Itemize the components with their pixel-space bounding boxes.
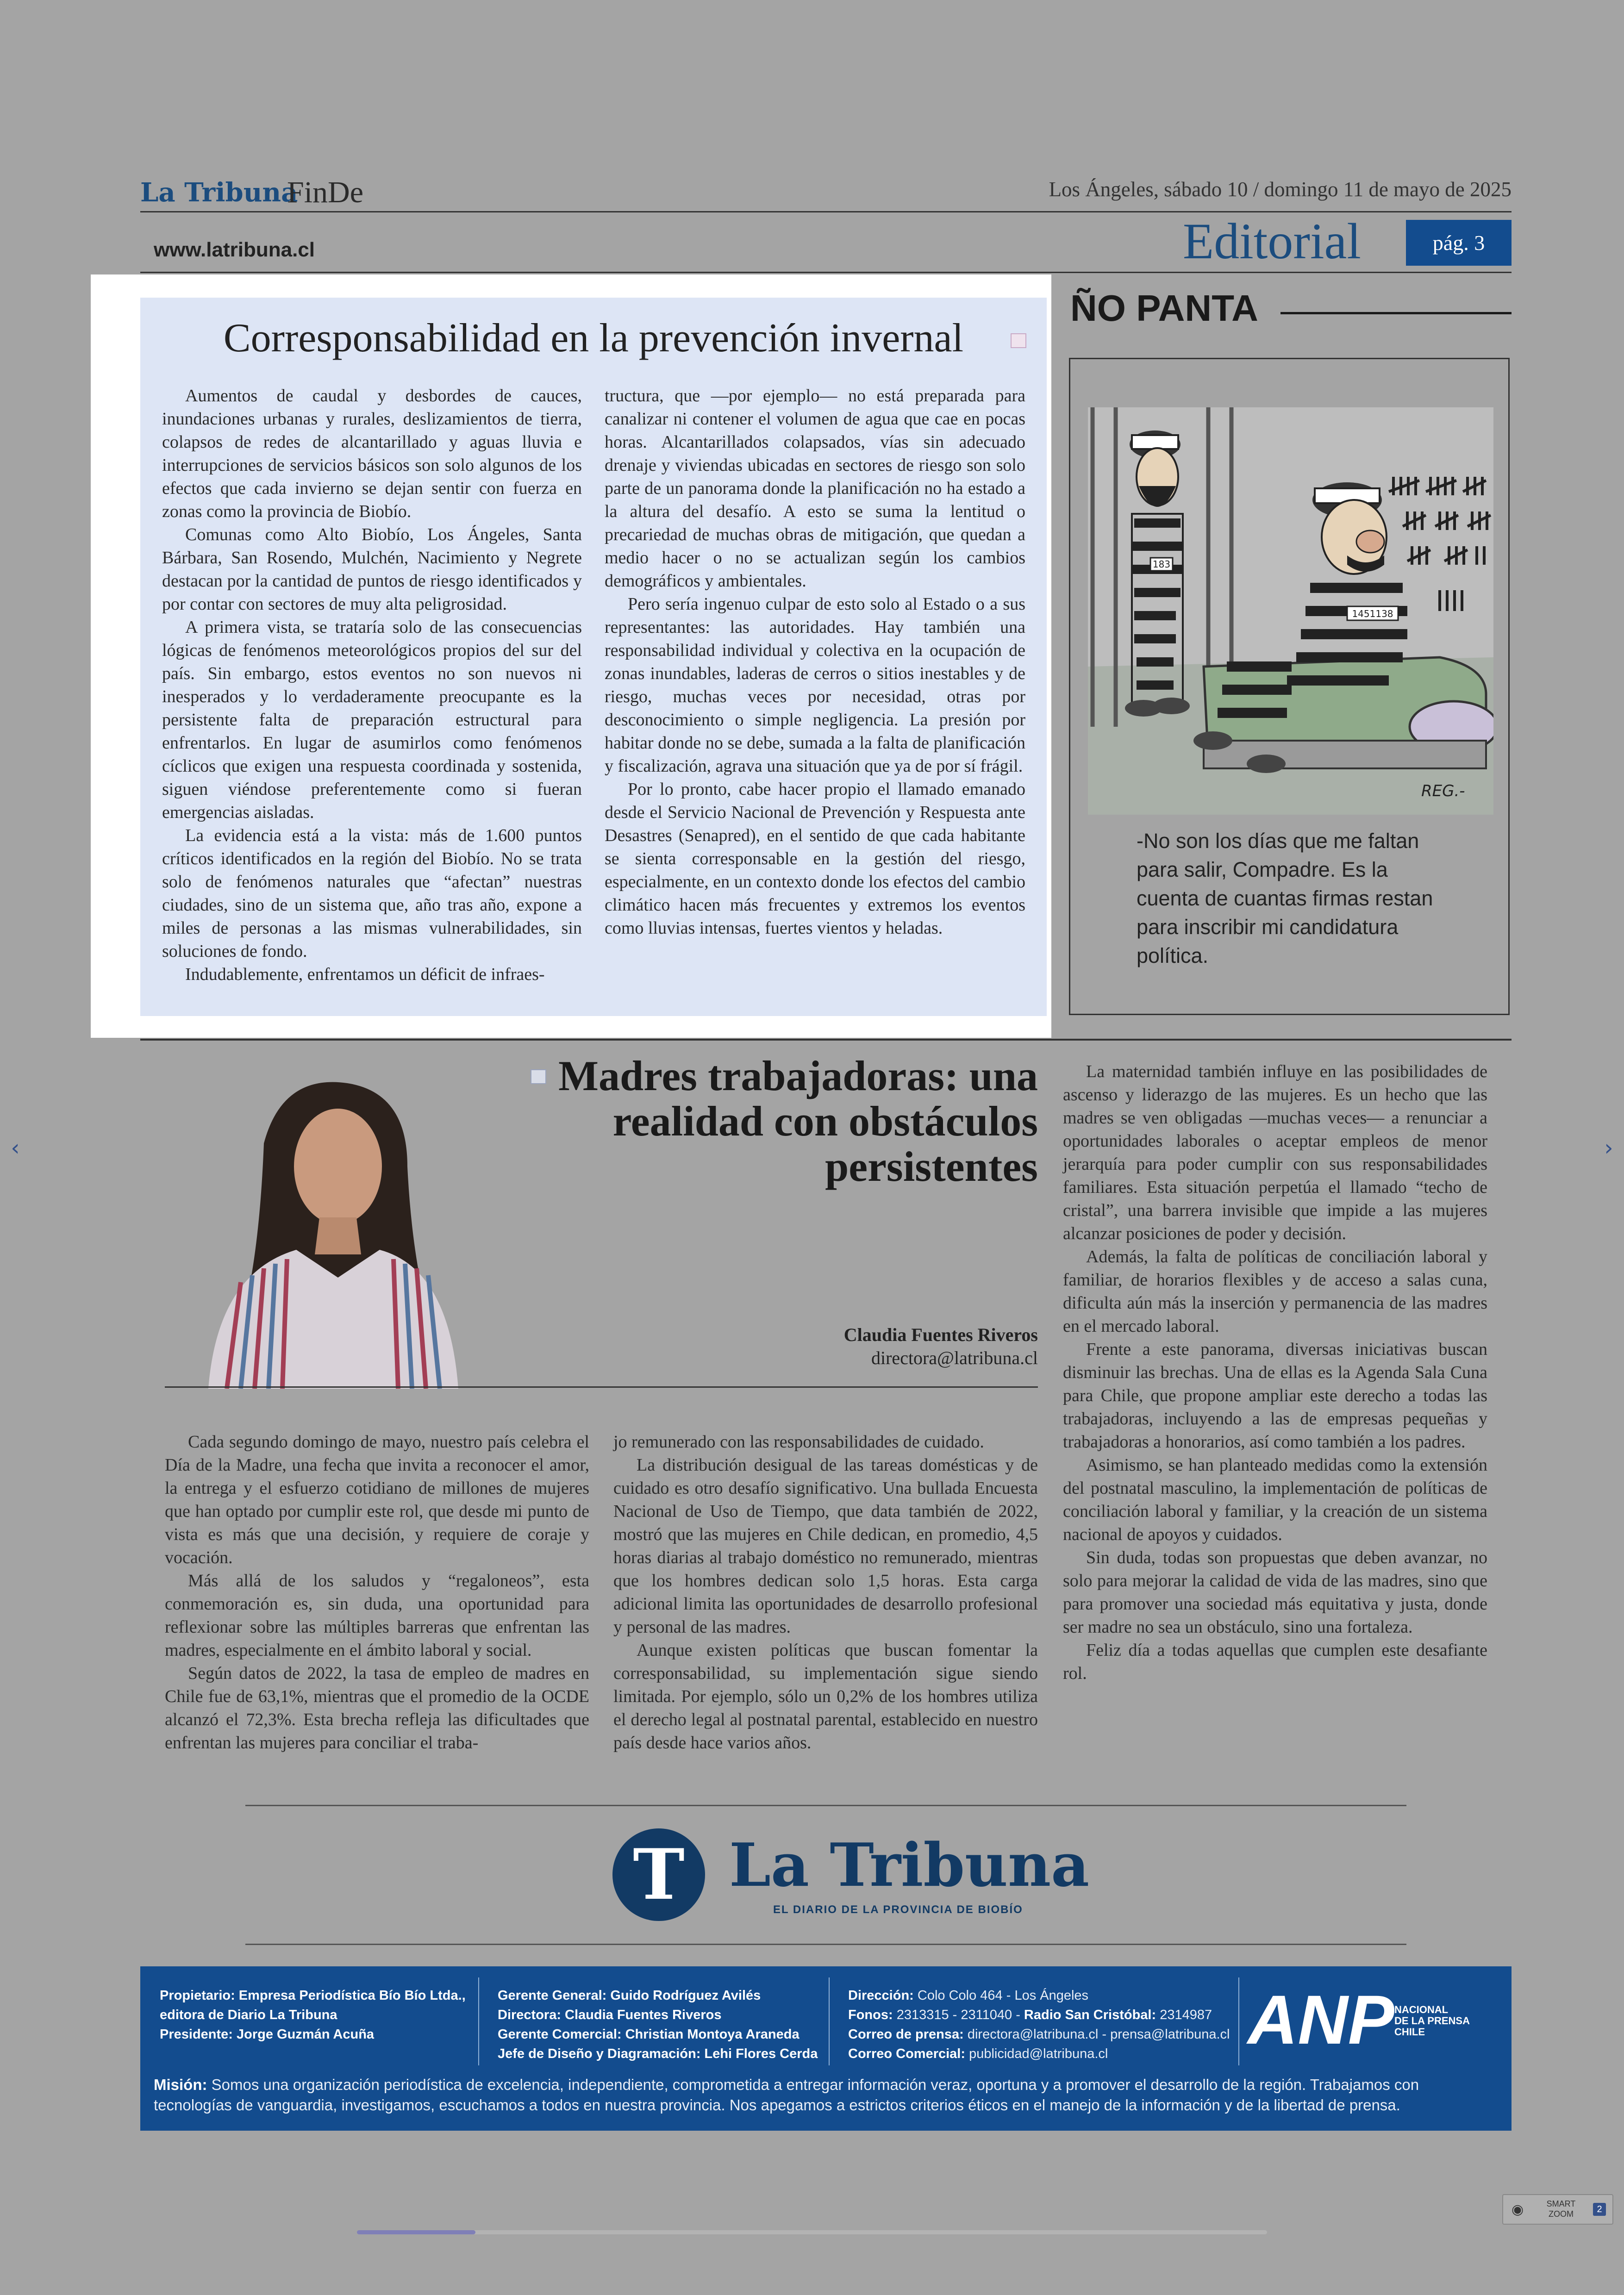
prev-page-button[interactable] — [5, 1135, 26, 1161]
column-text-1 — [165, 1430, 589, 1754]
footer-contact-label: Correo de prensa: — [848, 2027, 964, 2042]
section-tag: FinDe — [287, 175, 363, 209]
footer-contact-label: Dirección: — [848, 1988, 914, 2003]
footer-contact-value[interactable]: publicidad@latribuna.cl — [969, 2046, 1108, 2061]
paragraph: La maternidad también influye en las posibilidades de ascenso y liderazgo de las mujeres. Es un hecho que las madres se ven obligadas —muchas veces— a renunciar a oportunidades laborales o aceptar empleos de menor jerarquía para poder cumplir con sus responsabilidades familiares. Esta situación perpetúa el llamado “techo de cristal”, una barrera invisible que impide a las mujeres alcanzar posiciones de poder y decisión. — [1063, 1062, 1487, 1243]
paragraph: Según datos de 2022, la tasa de empleo de madres en Chile fue de 63,1%, mientras que el promedio de la OCDE alcanzó el 72,3%. Esta brecha refleja las dificultades que enfrentan las mujeres para conciliar el traba- — [165, 1664, 589, 1752]
masthead-rule-bottom — [245, 1944, 1406, 1945]
footer-mission-label: Misión: — [154, 2076, 207, 2093]
masthead-rule-top — [245, 1805, 1406, 1806]
footer-contact-line — [848, 1986, 1230, 2005]
eye-icon: ◉ — [1512, 2201, 1524, 2218]
footer-owner — [160, 1986, 466, 2044]
section-title: Editorial — [1183, 213, 1361, 269]
prisoner-number-small: 183 — [1152, 559, 1171, 570]
paragraph: Indudablemente, enfrentamos un déficit de infraes- — [185, 965, 545, 984]
chevron-right-icon: › — [1604, 1135, 1613, 1161]
cartoon-signature: REG.- — [1421, 782, 1465, 800]
page-scrollbar-track[interactable] — [357, 2230, 1267, 2234]
footer-owner-line: Propietario: Empresa Periodística Bío Bío Ltda., — [160, 1988, 466, 2003]
footer-owner-line: editora de Diario La Tribuna — [160, 2008, 337, 2022]
footer-contact-label: Fonos: — [848, 2008, 893, 2022]
paragraph: Pero sería ingenuo culpar de esto solo al Estado o a sus representantes: las autoridades. Hay también una responsabilidad individual y colectiva en la ocupación de zonas inundables, laderas de cerros o sitios inestables y de riesgo, muchas veces por necesidad, otras por desconocimiento o simple negligencia. La presión por habitar donde no se debe, sumada a la falta de planificación y fiscalización, agrava una situación que ya de por sí frágil. — [605, 594, 1025, 776]
anp-text — [1394, 2004, 1470, 2038]
footer-contact-label: Correo Comercial: — [848, 2046, 966, 2061]
author-photo — [190, 1065, 468, 1389]
column-author: Claudia Fuentes Riveros — [843, 1324, 1038, 1345]
author-face — [294, 1109, 382, 1224]
footer-staff-line: Jefe de Diseño y Diagramación: Lehi Flores Cerda — [498, 2046, 818, 2061]
footer-contact-line — [848, 2005, 1230, 2025]
paragraph: tructura, que —por ejemplo— no está preparada para canalizar ni contener el volumen de agua que cae en pocas horas. Alcantarillados colapsados, vías sin adecuado drenaje y viviendas ubicadas en sectores de riesgo son solo parte de un panorama donde la planificación no ha estado a la altura del desafío. A esto se suma la lentitud o precariedad de muchas obras de mitigación, que quedan a medio hacer o no se actualizan según los cambios demográficos y ambientales. — [605, 386, 1025, 591]
masthead-name: La Tribuna — [729, 1831, 1090, 1900]
footer-staff-line: Gerente Comercial: Christian Montoya Araneda — [498, 2027, 800, 2042]
author-rule — [165, 1386, 1038, 1388]
paragraph: Aunque existen políticas que buscan fomentar la corresponsabilidad, su implementación sigue siendo limitada. Por ejemplo, sólo un 0,2% de los hombres utiliza el derecho legal al postnatal parental, establecido en nuestro país desde hace varios años. — [613, 1640, 1038, 1752]
section-rule — [140, 272, 1512, 273]
website: www.latribuna.cl — [154, 238, 315, 261]
section-divider — [140, 1039, 1512, 1041]
cartoon-header-rule — [1280, 312, 1512, 314]
column-text-3 — [1063, 1060, 1487, 1685]
masthead-tagline: EL DIARIO DE LA PROVINCIA DE BIOBÍO — [773, 1903, 1023, 1916]
next-page-button[interactable] — [1598, 1135, 1619, 1161]
editorial-column-2 — [605, 384, 1025, 940]
page-scrollbar-thumb[interactable] — [357, 2230, 475, 2234]
brand-logo: La Tribuna — [140, 177, 298, 208]
footer-divider-3 — [1238, 1977, 1239, 2065]
anp-text-line: DE LA PRENSA — [1394, 2015, 1470, 2027]
paragraph: Además, la falta de políticas de conciliación laboral y familiar, de horarios flexibles y de acceso a salas cuna, dificulta aún más la inserción y permanencia de las madres en el mercado laboral. — [1063, 1247, 1487, 1336]
editorial-title: Corresponsabilidad en la prevención invernal — [223, 316, 964, 361]
paragraph: Frente a este panorama, diversas iniciativas buscan disminuir las brechas. Una de ellas es la Agenda Sala Cuna para Chile, que propone ampliar este derecho a todas las trabajadoras, incluyendo a las de empresas pequeñas y trabajadoras a honorarios, así como también a los padres. — [1063, 1340, 1487, 1452]
footer-staff-line: Directora: Claudia Fuentes Riveros — [498, 2008, 722, 2022]
footer-contact-value: Colo Colo 464 - Los Ángeles — [917, 1988, 1089, 2003]
footer-divider-2 — [829, 1977, 830, 2065]
footer-mission — [154, 2075, 1501, 2115]
masthead-logo-circle — [612, 1828, 705, 1921]
paragraph: Feliz día a todas aquellas que cumplen este desafiante rol. — [1063, 1640, 1487, 1683]
footer-contact-value: 2314987 — [1160, 2008, 1212, 2022]
footer-staff — [498, 1986, 818, 2064]
dateline: Los Ángeles, sábado 10 / domingo 11 de mayo de 2025 — [1049, 178, 1512, 201]
anp-text-line: NACIONAL — [1394, 2004, 1449, 2015]
footer-contact-label: Radio San Cristóbal: — [1024, 2008, 1156, 2022]
paragraph: Sin duda, todas son propuestas que deben avanzar, no solo para mejorar la calidad de vida de las madres, sino que para promover una sociedad más equitativa y justa, donde ser madre no sea un obstáculo, sino una fortaleza. — [1063, 1548, 1487, 1637]
smart-zoom-control[interactable] — [1502, 2194, 1613, 2225]
cartoon-image — [1088, 407, 1493, 815]
anp-text-line: CHILE — [1394, 2026, 1425, 2038]
page-badge — [1406, 220, 1512, 266]
footer-staff-line: Gerente General: Guido Rodríguez Avilés — [498, 1988, 761, 2003]
anp-logo: ANP — [1248, 1981, 1394, 2058]
chevron-left-icon: ‹ — [11, 1135, 20, 1161]
editorial-column-1 — [162, 384, 582, 986]
footer-divider-1 — [478, 1977, 479, 2065]
footer-contact-value[interactable]: directora@latribuna.cl - prensa@latribuna.cl — [967, 2027, 1230, 2042]
paragraph: jo remunerado con las responsabilidades de cuidado. — [613, 1432, 984, 1452]
paragraph: A primera vista, se trataría solo de las consecuencias lógicas de fenómenos meteorológicos propios del sur del país. Sin embargo, estos eventos no son nuevos ni inesperados y lo verdaderamente preocupante es la persistente falta de preparación estructural para enfrentarlos. En lugar de asumirlos como fenómenos cíclicos que exigen una respuesta coordinada y sostenida, siguen viéndose preferentemente como si fueran emergencias aisladas. — [162, 617, 582, 822]
column-flag-icon[interactable] — [531, 1069, 546, 1084]
editorial-flag-icon[interactable] — [1011, 333, 1026, 348]
footer-contact-value: 2313315 - 2311040 - — [896, 2008, 1020, 2022]
cartoon-caption: -No son los días que me faltan para salir, Compadre. Es la cuenta de cuantas firmas restan para inscribir mi candidatura política. — [1137, 829, 1433, 967]
footer-owner-line: Presidente: Jorge Guzmán Acuña — [160, 2027, 375, 2042]
prisoner-number-large: 1451138 — [1352, 608, 1393, 619]
paragraph: Comunas como Alto Biobío, Los Ángeles, Santa Bárbara, San Rosendo, Mulchén, Nacimiento y Negrete destacan por la cantidad de puntos de riesgo identificados y por contar con sectores de muy alta peligrosidad. — [162, 525, 582, 614]
paragraph: Aumentos de caudal y desbordes de cauces, inundaciones urbanas y rurales, deslizamientos de tierra, colapsos de redes de alcantarillado y aguas lluvia e interrupciones de servicios básicos son solo algunos de los efectos que cada invierno se dejan sentir con fuerza en zonas como la provincia de Biobío. — [162, 386, 582, 521]
zoom-level-badge: 2 — [1593, 2203, 1606, 2216]
paragraph: La distribución desigual de las tareas domésticas y de cuidado es otro desafío significativo. Una bullada Encuesta Nacional de Uso de Tiempo, que data también de 2022, mostró que las mujeres en Chile dedican, en promedio, 4,5 horas diarias al trabajo doméstico no remunerado, mientras que los hombres dedican solo 1,5 horas. Esta carga adicional limita las oportunidades de desarrollo profesional y personal de las madres. — [613, 1455, 1038, 1637]
footer-contact-line — [848, 2025, 1230, 2044]
author-neck — [315, 1217, 361, 1254]
footer-mission-text: Somos una organización periodística de excelencia, independiente, comprometida a entregar información veraz, oportuna y a promover el desarrollo de la región. Trabajamos con tecnologías de vanguardia, investigamos, escuchamos a todos en nuestra provincia. Nos apegamos a estrictos criterios éticos en el manejo de la información y de la libertad de prensa. — [154, 2076, 1419, 2114]
footer-contact — [848, 1986, 1230, 2064]
column-text-2 — [613, 1430, 1038, 1754]
paragraph: Asimismo, se han planteado medidas como la extensión del postnatal masculino, la implementación de políticas de conciliación laboral y familiar, y la creación de un sistema nacional de apoyos y cuidados. — [1063, 1455, 1487, 1544]
page-number: pág. 3 — [1432, 231, 1485, 255]
paragraph: Cada segundo domingo de mayo, nuestro país celebra el Día de la Madre, una fecha que invita a reconocer el amor, la entrega y el esfuerzo cotidiano de millones de mujeres que han optado por cumplir este rol, que desde mi punto de vista es más que una decisión, y requiere de coraje y vocación. — [165, 1432, 589, 1567]
paragraph: Por lo pronto, cabe hacer propio el llamado emanado desde el Servicio Nacional de Prevención y Respuesta ante Desastres (Senapred), en el sentido de que cada habitante se sienta corresponsable en la gestión del riesgo, especialmente, en un contexto donde los efectos del cambio climático hacen más frecuentes y extremos los eventos como lluvias intensas, fuertes vientos y heladas. — [605, 780, 1025, 938]
paragraph: Más allá de los saludos y “regaloneos”, esta conmemoración es, sin duda, una oportunidad para reflexionar sobre las múltiples barreras que enfrentan las madres, especialmente en el ámbito laboral y social. — [165, 1571, 589, 1660]
column-author-email: directora@latribuna.cl — [871, 1347, 1038, 1368]
footer-contact-line — [848, 2044, 1230, 2064]
column-title: Madres trabajadoras: una realidad con obstáculos persistentes — [558, 1052, 1038, 1190]
paragraph: La evidencia está a la vista: más de 1.600 puntos críticos identificados en la región del Biobío. No se trata solo de fenómenos naturales que “afectan” nuestras ciudades, sino de un sistema que, año tras año, expone a miles de personas a las mismas vulnerabilidades, sin soluciones de fondo. — [162, 826, 582, 961]
masthead-logo-letter: T — [633, 1834, 685, 1915]
smart-zoom-label: SMART ZOOM — [1546, 2199, 1576, 2219]
cartoon-header: ÑO PANTA — [1070, 287, 1258, 329]
